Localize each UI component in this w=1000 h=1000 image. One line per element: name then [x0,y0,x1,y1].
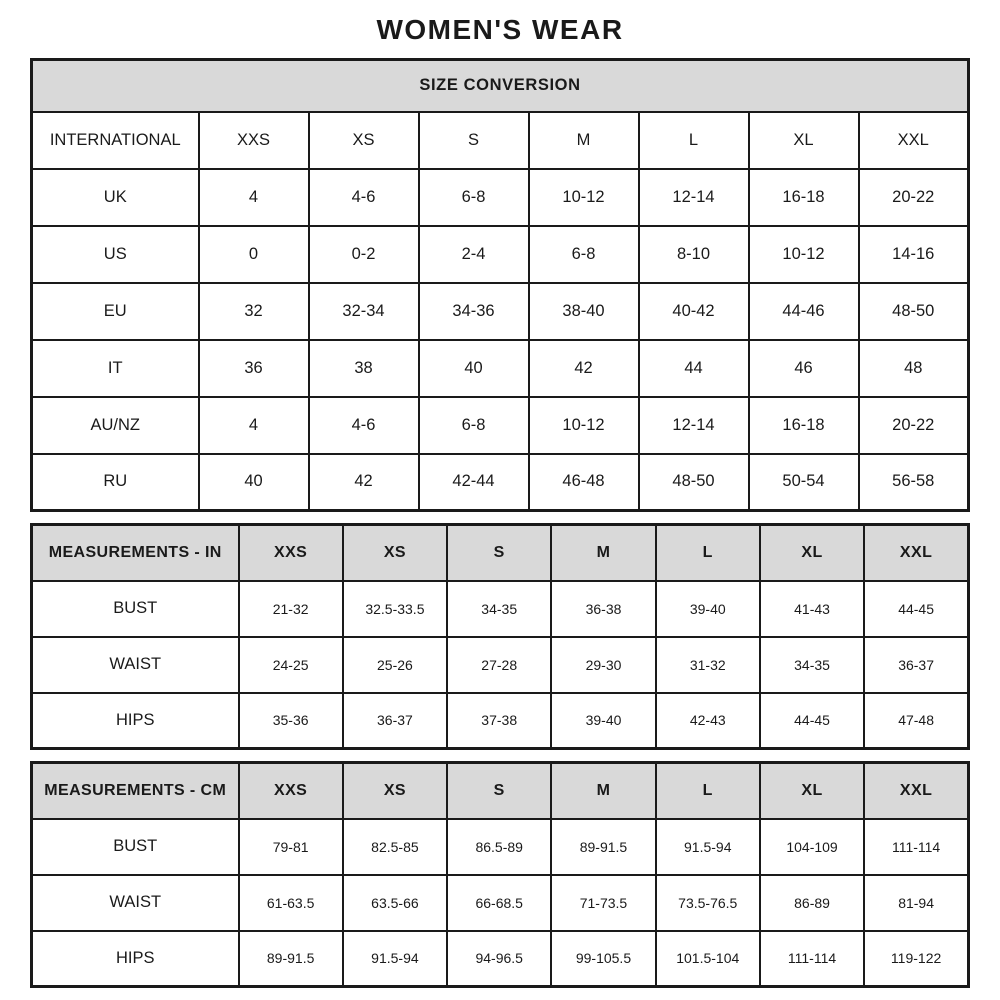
value-cell: 0-2 [309,226,419,283]
value-cell: 48 [859,340,969,397]
row-label: WAIST [32,875,239,931]
value-cell: 10-12 [529,397,639,454]
value-cell: 16-18 [749,397,859,454]
value-cell: 34-35 [760,637,864,693]
size-column-header: S [419,112,529,169]
value-cell: 4 [199,397,309,454]
size-column-header: M [551,525,655,581]
size-column-header: XXL [859,112,969,169]
value-cell: 25-26 [343,637,447,693]
size-header-row [32,763,969,819]
measurements-cm-table [30,761,970,988]
value-cell: 40-42 [639,283,749,340]
value-cell: 10-12 [749,226,859,283]
value-cell: 48-50 [859,283,969,340]
value-cell: 31-32 [656,637,760,693]
size-header-row [32,112,969,169]
value-cell: 20-22 [859,169,969,226]
value-cell: 44-45 [864,581,968,637]
value-cell: 82.5-85 [343,819,447,875]
value-cell: 41-43 [760,581,864,637]
value-cell: 111-114 [760,931,864,987]
size-column-header: XS [309,112,419,169]
size-column-header: S [447,525,551,581]
value-cell: 56-58 [859,454,969,511]
size-column-header: XXL [864,525,968,581]
size-column-header: XL [749,112,859,169]
size-column-header: XL [760,763,864,819]
value-cell: 91.5-94 [343,931,447,987]
size-conversion-table [30,58,970,512]
value-cell: 42 [529,340,639,397]
value-cell: 89-91.5 [551,819,655,875]
value-cell: 119-122 [864,931,968,987]
value-cell: 29-30 [551,637,655,693]
value-cell: 42-44 [419,454,529,511]
value-cell: 99-105.5 [551,931,655,987]
value-cell: 27-28 [447,637,551,693]
table-row [32,454,969,511]
value-cell: 47-48 [864,693,968,749]
value-cell: 37-38 [447,693,551,749]
value-cell: 91.5-94 [656,819,760,875]
value-cell: 0 [199,226,309,283]
row-label: AU/NZ [32,397,199,454]
value-cell: 32 [199,283,309,340]
size-column-header: XXS [239,763,343,819]
value-cell: 44 [639,340,749,397]
value-cell: 38-40 [529,283,639,340]
value-cell: 66-68.5 [447,875,551,931]
size-column-header: XXL [864,763,968,819]
table-row [32,340,969,397]
value-cell: 12-14 [639,169,749,226]
value-cell: 40 [199,454,309,511]
value-cell: 21-32 [239,581,343,637]
size-column-header: XXS [239,525,343,581]
table-banner: SIZE CONVERSION [32,60,969,112]
value-cell: 36-37 [864,637,968,693]
size-column-header: S [447,763,551,819]
value-cell: 86-89 [760,875,864,931]
value-cell: 46 [749,340,859,397]
value-cell: 34-36 [419,283,529,340]
value-cell: 4 [199,169,309,226]
row-label: EU [32,283,199,340]
table-row [32,581,969,637]
table-row [32,283,969,340]
value-cell: 4-6 [309,169,419,226]
row-label: IT [32,340,199,397]
row-label: HIPS [32,693,239,749]
value-cell: 73.5-76.5 [656,875,760,931]
value-cell: 40 [419,340,529,397]
value-cell: 14-16 [859,226,969,283]
value-cell: 48-50 [639,454,749,511]
size-header-row [32,525,969,581]
value-cell: 4-6 [309,397,419,454]
row-label: BUST [32,581,239,637]
value-cell: 38 [309,340,419,397]
table-row [32,397,969,454]
value-cell: 42-43 [656,693,760,749]
size-column-header: XS [343,525,447,581]
value-cell: 8-10 [639,226,749,283]
table-row [32,226,969,283]
corner-label: MEASUREMENTS - IN [32,525,239,581]
value-cell: 81-94 [864,875,968,931]
size-column-header: XXS [199,112,309,169]
size-column-header: M [551,763,655,819]
value-cell: 2-4 [419,226,529,283]
size-column-header: L [639,112,749,169]
value-cell: 34-35 [447,581,551,637]
value-cell: 24-25 [239,637,343,693]
size-column-header: L [656,525,760,581]
table-banner-row [32,60,969,112]
value-cell: 44-46 [749,283,859,340]
value-cell: 20-22 [859,397,969,454]
value-cell: 46-48 [529,454,639,511]
value-cell: 63.5-66 [343,875,447,931]
value-cell: 6-8 [529,226,639,283]
value-cell: 39-40 [551,693,655,749]
size-column-header: M [529,112,639,169]
row-label: US [32,226,199,283]
table-row [32,169,969,226]
value-cell: 86.5-89 [447,819,551,875]
row-label: HIPS [32,931,239,987]
corner-label: MEASUREMENTS - CM [32,763,239,819]
measurements-in-table [30,523,970,750]
value-cell: 50-54 [749,454,859,511]
value-cell: 101.5-104 [656,931,760,987]
value-cell: 39-40 [656,581,760,637]
value-cell: 6-8 [419,169,529,226]
size-column-header: XS [343,763,447,819]
value-cell: 61-63.5 [239,875,343,931]
table-row [32,693,969,749]
value-cell: 44-45 [760,693,864,749]
value-cell: 35-36 [239,693,343,749]
row-label: BUST [32,819,239,875]
value-cell: 71-73.5 [551,875,655,931]
row-label: WAIST [32,637,239,693]
value-cell: 94-96.5 [447,931,551,987]
table-row [32,819,969,875]
value-cell: 10-12 [529,169,639,226]
row-label: RU [32,454,199,511]
value-cell: 36-37 [343,693,447,749]
value-cell: 12-14 [639,397,749,454]
value-cell: 32-34 [309,283,419,340]
corner-label: INTERNATIONAL [32,112,199,169]
value-cell: 36 [199,340,309,397]
table-row [32,875,969,931]
page-title: WOMEN'S WEAR [376,14,624,45]
value-cell: 6-8 [419,397,529,454]
value-cell: 89-91.5 [239,931,343,987]
value-cell: 42 [309,454,419,511]
value-cell: 36-38 [551,581,655,637]
table-row [32,931,969,987]
value-cell: 111-114 [864,819,968,875]
size-column-header: L [656,763,760,819]
table-row [32,637,969,693]
value-cell: 79-81 [239,819,343,875]
row-label: UK [32,169,199,226]
value-cell: 16-18 [749,169,859,226]
value-cell: 32.5-33.5 [343,581,447,637]
size-column-header: XL [760,525,864,581]
value-cell: 104-109 [760,819,864,875]
